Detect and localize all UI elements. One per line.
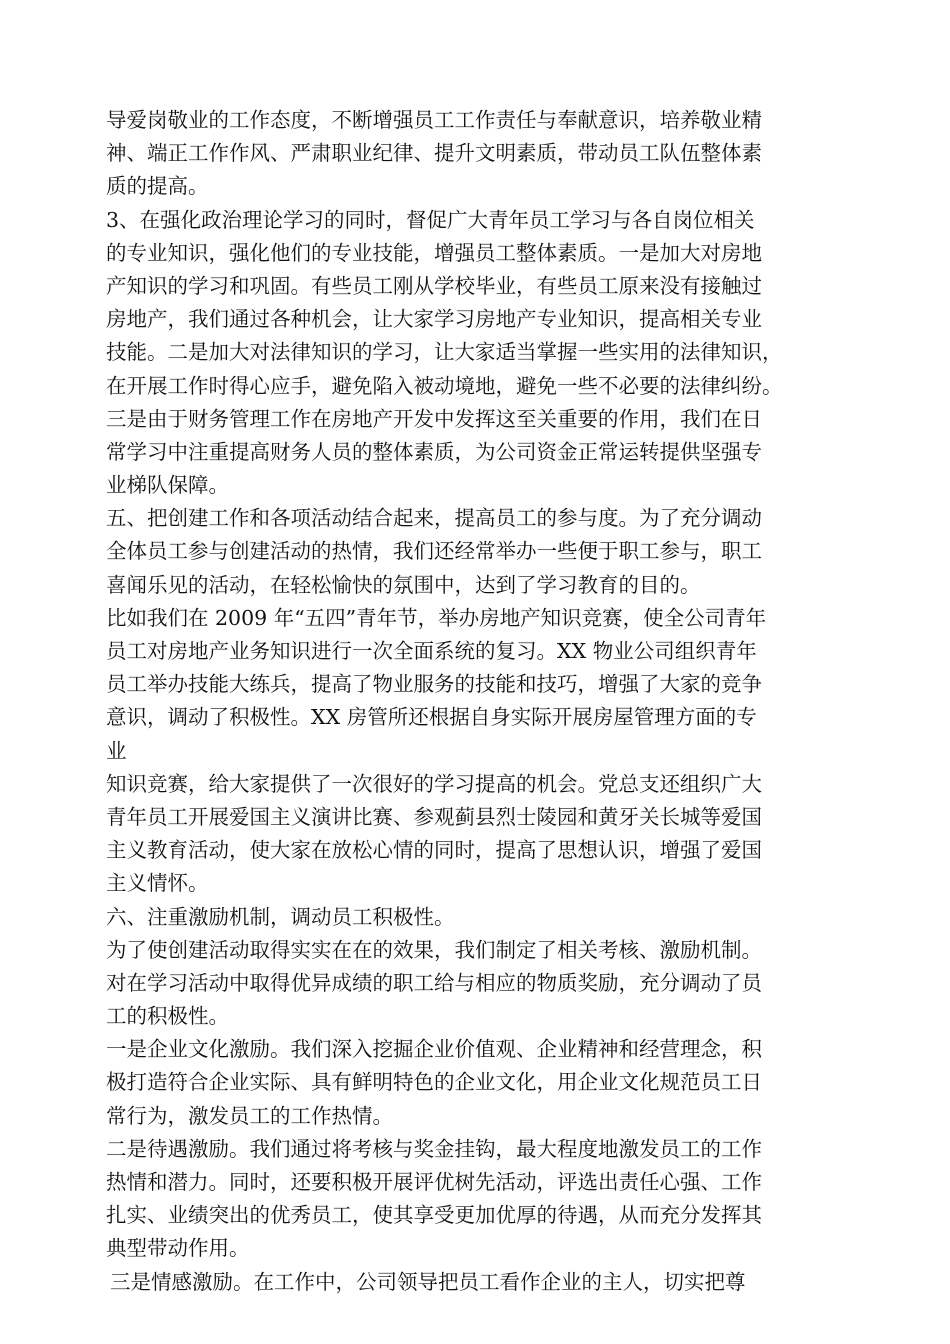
text-line: 知识竞赛，给大家提供了一次很好的学习提高的机会。党总支还组织广大 (106, 771, 762, 796)
text-line: 扎实、业绩突出的优秀员工，使其享受更加优厚的待遇，从而充分发挥其 (106, 1203, 762, 1228)
text-line: 主义情怀。 (106, 871, 209, 896)
text-line: 质的提高。 (106, 174, 209, 199)
text-line: 的专业知识，强化他们的专业技能，增强员工整体素质。一是加大对房地 (106, 240, 762, 265)
text-line: 极打造符合企业实际、具有鲜明特色的企业文化，用企业文化规范员工日 (106, 1070, 762, 1095)
text-line: 喜闻乐见的活动，在轻松愉快的氛围中，达到了学习教育的目的。 (106, 572, 701, 597)
text-line: 对在学习活动中取得优异成绩的职工给与相应的物质奖励，充分调动了员 (106, 970, 762, 995)
text-line: 常学习中注重提高财务人员的整体素质，为公司资金正常运转提供坚强专 (106, 439, 762, 464)
document-body (106, 104, 876, 1299)
text-line: 主义教育活动，使大家在放松心情的同时，提高了思想认识，增强了爱国 (106, 838, 762, 863)
text-line: 五、把创建工作和各项活动结合起来，提高员工的参与度。为了充分调动 (106, 506, 762, 531)
text-line: 为了使创建活动取得实实在在的效果，我们制定了相关考核、激励机制。 (106, 937, 762, 962)
text-line: 常行为，激发员工的工作热情。 (106, 1103, 393, 1128)
text-line: 意识，调动了积极性。XX 房管所还根据自身实际开展房屋管理方面的专 (106, 705, 757, 730)
text-line: 三是由于财务管理工作在房地产开发中发挥这至关重要的作用，我们在日 (106, 406, 762, 431)
text-line: 在开展工作时得心应手，避免陷入被动境地，避免一些不必要的法律纠纷。 (106, 373, 783, 398)
text-line: 青年员工开展爱国主义演讲比赛、参观蓟县烈士陵园和黄牙关长城等爱国 (106, 804, 762, 829)
text-line: 比如我们在 2009 年“五四”青年节，举办房地产知识竞赛，使全公司青年 (106, 605, 767, 630)
text-line: 神、端正工作作风、严肃职业纪律、提升文明素质，带动员工队伍整体素 (106, 141, 762, 166)
text-line: 三是情感激励。在工作中，公司领导把员工看作企业的主人，切实把尊 (110, 1269, 746, 1294)
text-line: 技能。二是加大对法律知识的学习，让大家适当掌握一些实用的法律知识， (106, 340, 783, 365)
text-line: 房地产，我们通过各种机会，让大家学习房地产专业知识，提高相关专业 (106, 307, 762, 332)
text-line: 一是企业文化激励。我们深入挖掘企业价值观、企业精神和经营理念，积 (106, 1037, 762, 1062)
text-line: 六、注重激励机制，调动员工积极性。 (106, 904, 455, 929)
text-line: 导爱岗敬业的工作态度，不断增强员工工作责任与奉献意识，培养敬业精 (106, 108, 762, 132)
text-line: 员工举办技能大练兵，提高了物业服务的技能和技巧，增强了大家的竞争 (106, 672, 762, 697)
text-line: 员工对房地产业务知识进行一次全面系统的复习。XX 物业公司组织青年 (106, 639, 757, 663)
text-line: 工的积极性。 (106, 1004, 229, 1029)
text-line: 产知识的学习和巩固。有些员工刚从学校毕业，有些员工原来没有接触过 (106, 273, 762, 298)
text-line: 全体员工参与创建活动的热情，我们还经常举办一些便于职工参与，职工 (106, 539, 762, 564)
text-line: 3、在强化政治理论学习的同时，督促广大青年员工学习与各自岗位相关 (106, 207, 755, 232)
text-line: 业梯队保障。 (106, 473, 229, 498)
text-line: 二是待遇激励。我们通过将考核与奖金挂钩，最大程度地激发员工的工作 (106, 1136, 762, 1161)
text-line: 典型带动作用。 (106, 1236, 250, 1261)
text-line: 热情和潜力。同时，还要积极开展评优树先活动，评选出责任心强、工作 (106, 1170, 762, 1194)
text-line: 业 (106, 738, 127, 763)
